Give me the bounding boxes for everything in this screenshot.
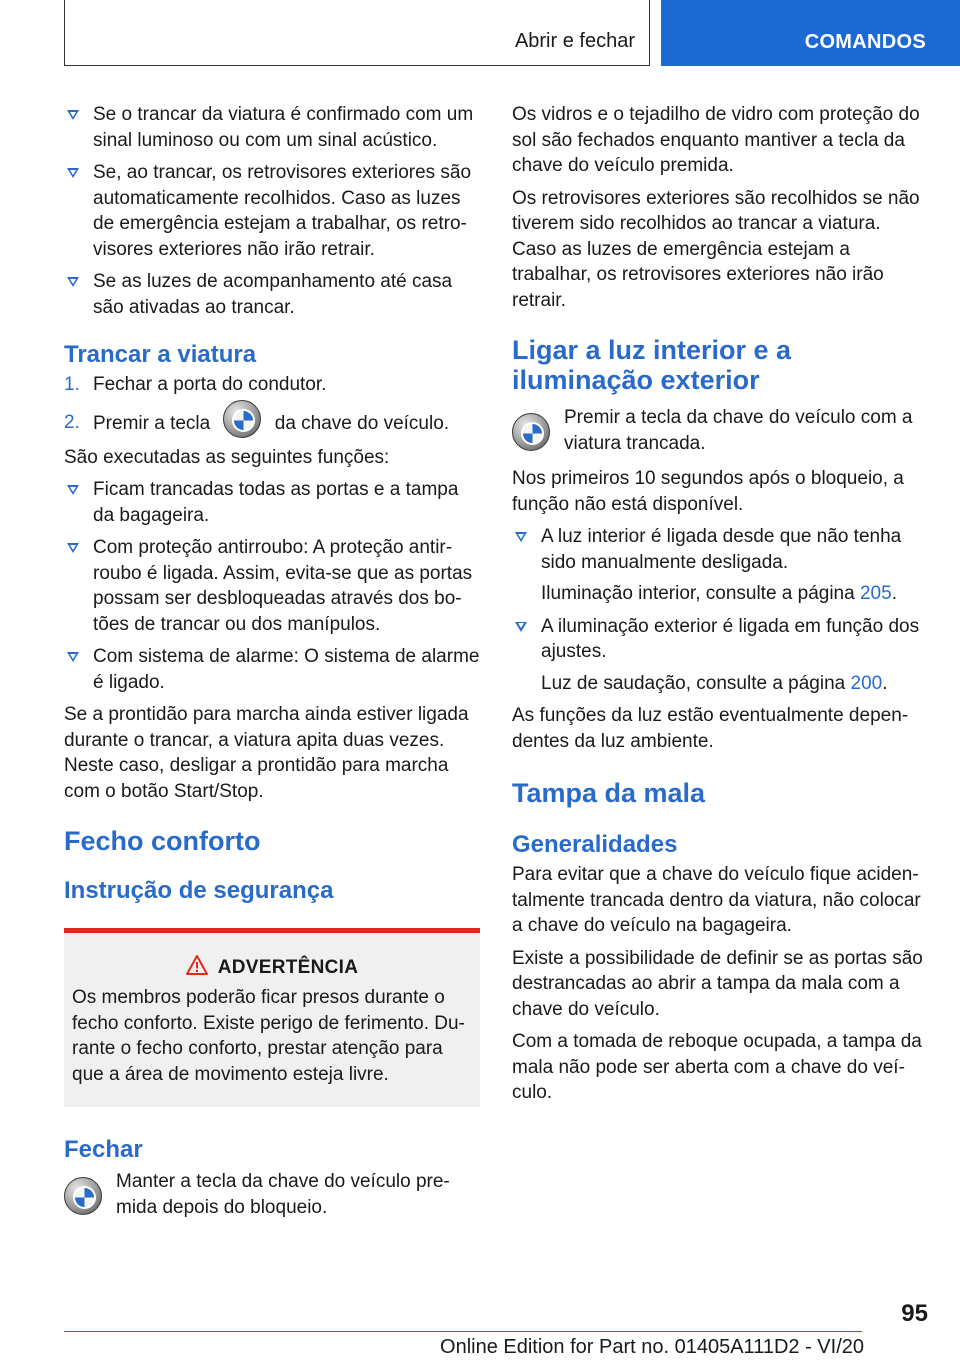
warning-triangle-icon (186, 955, 208, 975)
list-item: Com proteção antirroubo: A proteção antir-roubo é ligada. Assim, evita-se que as portas possam ser desbloqueadas através dos bo-tões de trancar ou dos manípulos. (64, 535, 480, 637)
list-item: Se as luzes de acompanhamento até casa são ativadas ao trancar. (64, 269, 480, 320)
page-link-200[interactable]: 200 (850, 672, 883, 694)
heading-trancar: Trancar a viatura (64, 341, 257, 368)
step-number: 2. (64, 411, 80, 433)
footer-edition: Online Edition for Part no. 01405A111D2 - VI/20 (440, 1336, 864, 1358)
header-chapter-tab (661, 0, 960, 66)
key-button-icon (64, 1177, 102, 1215)
cross-reference: Luz de saudação, consulte a página 200. (541, 672, 888, 694)
header-chapter-title: COMANDOS (804, 31, 926, 53)
luz-list-2 (512, 614, 928, 665)
triangle-bullet-icon (515, 622, 527, 632)
heading-instrucao-seguranca: Instrução de segurança (64, 877, 334, 904)
list-item: Com sistema de alarme: O sistema de alarme é ligado. (64, 644, 480, 695)
steps-list (64, 372, 480, 438)
page-link-205[interactable]: 205 (859, 583, 892, 604)
heading-fecho-conforto: Fecho conforto (64, 826, 261, 856)
luz-instruction (512, 405, 928, 456)
list-item: A iluminação exterior é ligada em função dos ajustes. (512, 614, 928, 665)
key-button-icon (512, 413, 550, 451)
fechar-text: Manter a tecla da chave do veículo pre-mida depois do bloqueio. (116, 1171, 450, 1218)
triangle-bullet-icon (67, 168, 79, 178)
step-item: 2. Premir a tecla da chave do veículo. (64, 410, 480, 438)
warning-header (72, 955, 472, 979)
header-section-title: Abrir e fechar (514, 30, 635, 52)
functions-intro: São executadas as seguintes funções: (64, 446, 390, 468)
warning-title: ADVERTÊNCIA (217, 957, 359, 978)
warning-text: Os membros poderão ficar presos durante o fecho conforto. Existe perigo de ferimento. Du-rante o fecho conforto, prestar atenção para que a área de movimento esteja livre. (72, 987, 465, 1085)
lock-confirmation-list (64, 102, 480, 320)
list-item: Se, ao trancar, os retrovisores exteriores são automaticamente recolhidos. Caso as luzes de emergência estejam a trabalhar, os retro-visores exteriores não irão retrair. (64, 160, 480, 262)
luz-instruction-text: Premir a tecla da chave do veículo com a viatura trancada. (564, 407, 913, 454)
vidros-paragraph: Os vidros e o tejadilho de vidro com proteção do sol são fechados enquanto mantiver a tecla da chave do veículo premida. (512, 104, 920, 176)
heading-luz-interior: Ligar a luz interior e a iluminação exterior (512, 335, 792, 395)
list-item: Ficam trancadas todas as portas e a tampa da bagageira. (64, 477, 480, 528)
fechar-instruction (64, 1169, 480, 1220)
cross-reference: Iluminação interior, consulte a página 205. (541, 583, 897, 604)
list-item: A luz interior é ligada desde que não tenha sido manualmente desligada. (512, 524, 928, 575)
generalidades-p2: Existe a possibilidade de definir se as portas são destrancadas ao abrir a tampa da mala com a chave do veículo. (512, 947, 923, 1020)
step-number: 1. (64, 374, 80, 395)
step-item: 1. Fechar a porta do condutor. (64, 372, 480, 398)
generalidades-p1: Para evitar que a chave do veículo fique aciden-talmente trancada dentro da viatura, não colocar a chave do veículo na bagageira. (512, 864, 921, 936)
list-item: Se o trancar da viatura é confirmado com um sinal luminoso ou com um sinal acústico. (64, 102, 480, 153)
heading-tampa-mala: Tampa da mala (512, 778, 706, 808)
key-button-icon (223, 400, 261, 438)
footer-divider (64, 1331, 862, 1332)
functions-list (64, 477, 480, 695)
triangle-bullet-icon (515, 532, 527, 542)
generalidades-p3: Com a tomada de reboque ocupada, a tampa da mala não pode ser aberta com a chave do veí-culo. (512, 1031, 922, 1103)
retrovisores-paragraph: Os retrovisores exteriores são recolhidos se não tiverem sido recolhidos ao trancar a viatura. Caso as luzes de emergência estejam a trabalhar, os retrovisores exteriores não irão retrair. (512, 187, 920, 311)
left-column (64, 102, 480, 1227)
heading-generalidades: Generalidades (512, 831, 678, 858)
triangle-bullet-icon (67, 277, 79, 287)
page-number: 95 (901, 1300, 928, 1327)
luz-list (512, 524, 928, 575)
prontidao-paragraph: Se a prontidão para marcha ainda estiver ligada durante o trancar, a viatura apita duas vezes. Neste caso, desligar a prontidão para marcha com o botão Start/Stop. (64, 704, 469, 802)
ambiente-paragraph: As funções da luz estão eventualmente depen-dentes da luz ambiente. (512, 705, 909, 752)
right-column (512, 102, 928, 1113)
triangle-bullet-icon (67, 652, 79, 662)
header-section-box (64, 0, 650, 66)
triangle-bullet-icon (67, 110, 79, 120)
heading-fechar: Fechar (64, 1136, 143, 1163)
triangle-bullet-icon (67, 543, 79, 553)
triangle-bullet-icon (67, 485, 79, 495)
warning-box (64, 928, 480, 1107)
primeiros-paragraph: Nos primeiros 10 segundos após o bloqueio, a função não está disponível. (512, 468, 904, 515)
